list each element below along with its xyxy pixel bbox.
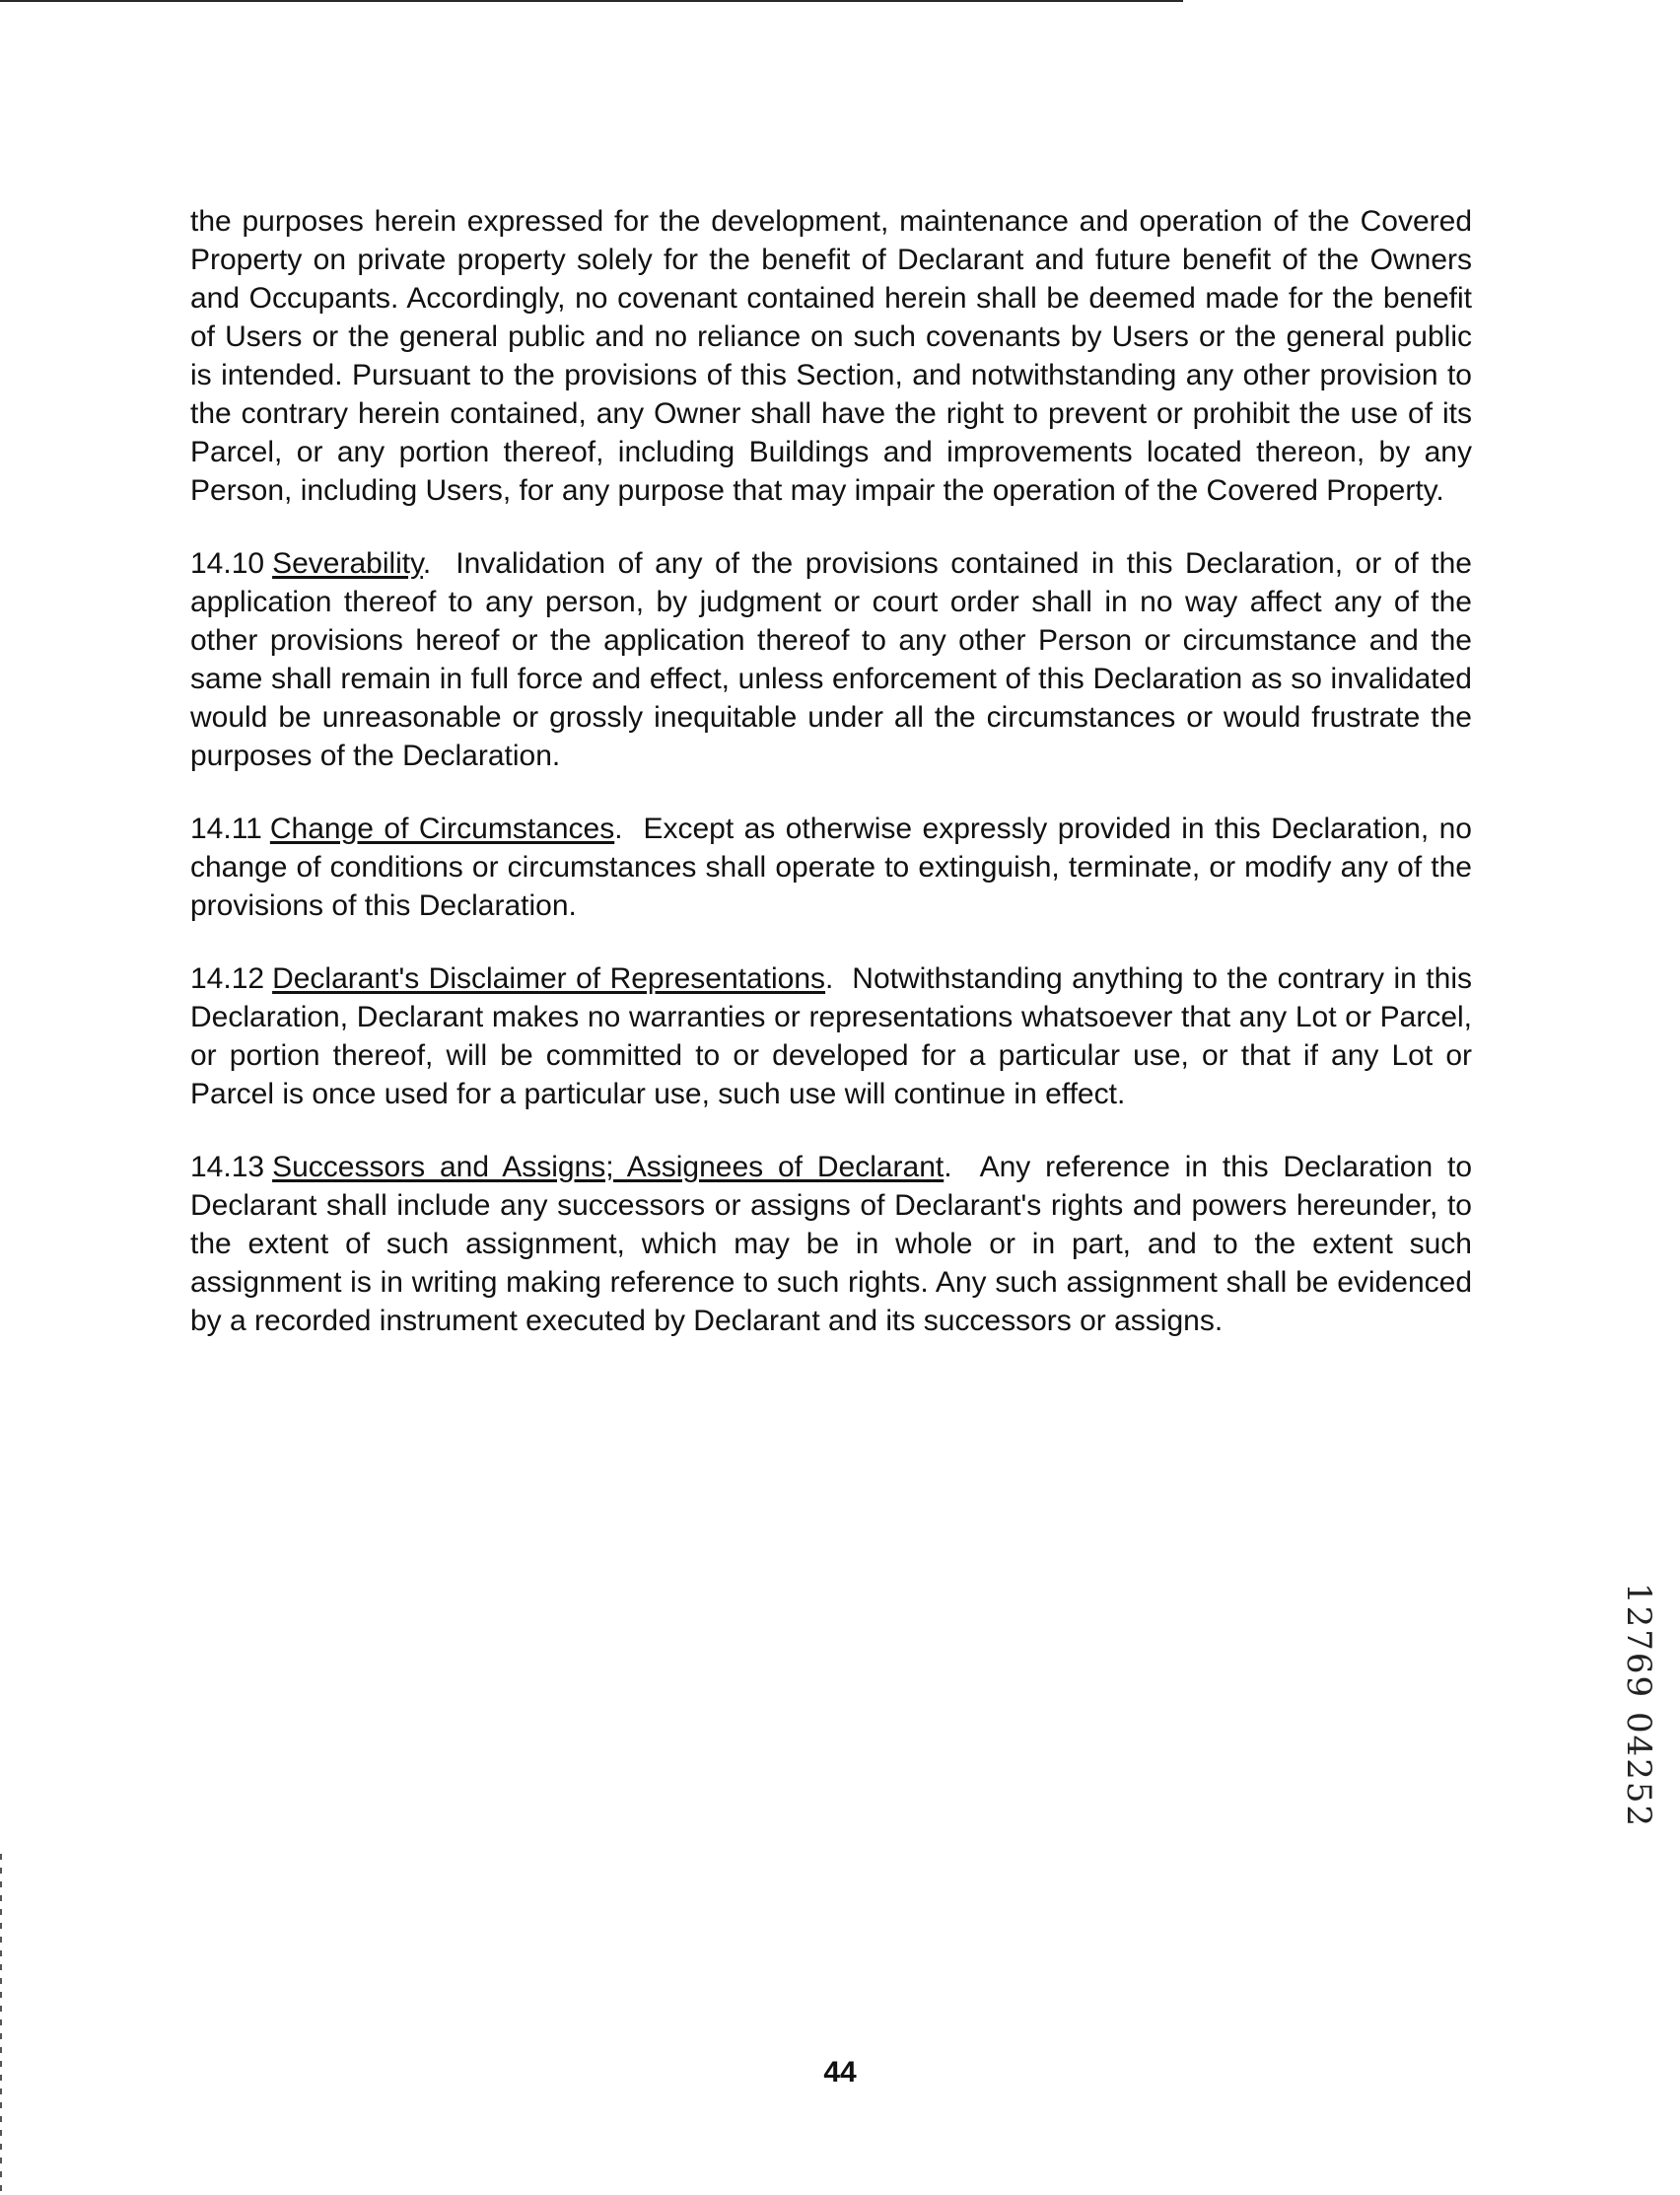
section-heading: Severability	[272, 547, 423, 580]
section-number: 14.13	[190, 1151, 265, 1183]
recording-stamp: 12769 04252	[1619, 1583, 1658, 1829]
page-number: 44	[823, 2056, 857, 2089]
section-14-12: 14.12 Declarant's Disclaimer of Representations. Notwithstanding anything to the contrary in this Declaration, Declarant makes no warranties or representations whatsoever that any Lot or Parcel, or portion thereof, will be committed to or developed for a particular use, or that if any Lot or Parcel is once used for a particular use, such use will continue in effect.	[190, 962, 1472, 1110]
section-14-13: 14.13 Successors and Assigns; Assignees of Declarant. Any reference in this Declaration to Declarant shall include any successors or assigns of Declarant's rights and powers hereunder, to the extent of such assignment, which may be in whole or in part, and to the extent such assignment is in writing making reference to such rights. Any such assignment shall be evidenced by a recorded instrument executed by Declarant and its successors or assigns.	[190, 1151, 1473, 1337]
scan-left-edge	[0, 1854, 2, 2195]
section-14-10: 14.10 Severability. Invalidation of any of the provisions contained in this Declaration, or of the application thereof to any person, by judgment or court order shall in no way affect any of the other provisions hereof or the application thereof to any other Person or circumstance and the same shall remain in full force and effect, unless enforcement of this Declaration as so invalidated would be unreasonable or grossly inequitable under all the circumstances or would frustrate the purposes of the Declaration.	[190, 547, 1472, 772]
scan-top-border	[0, 0, 1183, 2]
intro-paragraph: the purposes herein expressed for the development, maintenance and operation of the Covered Property on private property solely for the benefit of Declarant and future benefit of the Owners and Occupants. Accordingly, no covenant contained herein shall be deemed made for the benefit of Users or the general public and no reliance on such covenants by Users or the general public is intended. Pursuant to the provisions of this Section, and notwithstanding any other provision to the contrary herein contained, any Owner shall have the right to prevent or prohibit the use of its Parcel, or any portion thereof, including Buildings and improvements located thereon, by any Person, including Users, for any purpose that may impair the operation of the Covered Property.	[190, 205, 1472, 507]
section-number: 14.11	[190, 813, 262, 845]
section-text: Any reference in this Declaration to Declarant shall include any successors or assigns of Declarant's rights and powers hereunder, to the extent of such assignment, which may be in whole or in part, and to the extent such assignment is in writing making reference to such rights. Any such assignment shall be evidenced by a recorded instrument executed by Declarant and its successors or assigns.	[190, 1151, 1473, 1337]
document-body	[190, 202, 1472, 1375]
section-14-11: 14.11 Change of Circumstances. Except as otherwise expressly provided in this Declaration, no change of conditions or circumstances shall operate to extinguish, terminate, or modify any of the provisions of this Declaration.	[190, 813, 1472, 922]
section-text: Notwithstanding anything to the contrary in this Declaration, Declarant makes no warranties or representations whatsoever that any Lot or Parcel, or portion thereof, will be committed to or developed for a particular use, or that if any Lot or Parcel is once used for a particular use, such use will continue in effect.	[190, 962, 1472, 1110]
section-text: Except as otherwise expressly provided in this Declaration, no change of conditions or circumstances shall operate to extinguish, terminate, or modify any of the provisions of this Declaration.	[190, 813, 1472, 922]
section-text: Invalidation of any of the provisions contained in this Declaration, or of the application thereof to any person, by judgment or court order shall in no way affect any of the other provisions hereof or the application thereof to any other Person or circumstance and the same shall remain in full force and effect, unless enforcement of this Declaration as so invalidated would be unreasonable or grossly inequitable under all the circumstances or would frustrate the purposes of the Declaration.	[190, 547, 1472, 772]
section-heading: Declarant's Disclaimer of Representations	[272, 962, 826, 995]
section-number: 14.10	[190, 547, 265, 580]
section-heading: Change of Circumstances	[269, 813, 615, 845]
section-number: 14.12	[190, 962, 265, 995]
section-heading: Successors and Assigns; Assignees of Declarant	[272, 1151, 945, 1183]
